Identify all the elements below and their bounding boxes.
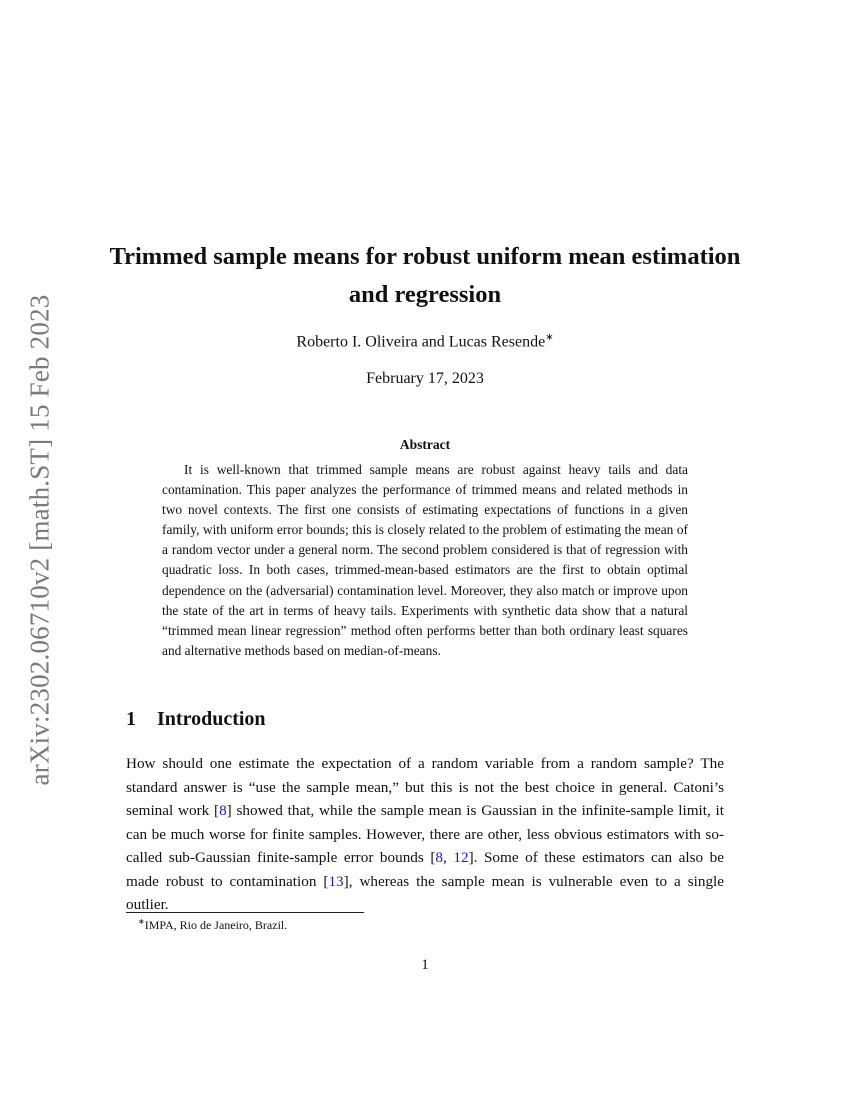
abstract-heading: Abstract: [399, 437, 451, 452]
arxiv-identifier-stamp: arXiv:2302.06710v2 [math.ST] 15 Feb 2023: [24, 294, 55, 786]
author-names: Roberto I. Oliveira and Lucas Resende: [296, 333, 546, 351]
citation-link[interactable]: 12: [453, 849, 469, 866]
page-number: 1: [421, 957, 429, 973]
introduction-paragraph: [126, 752, 724, 917]
paper-title: [0, 238, 850, 314]
intro-text-1: How should one estimate the expectation of a random variable from a random sample? The standard answer is “use the sample mean,” but this is not the best choice in general. Catoni’s seminal work [: [126, 755, 724, 819]
abstract-text: It is well-known that trimmed sample means are robust against heavy tails and data contamination. This paper analyzes the performance of trimmed means and related methods in two novel contexts. The first one consists of estimating expectations of functions in a given family, with uniform error bounds; this is closely related to the problem of estimating the mean of a random vector under a general norm. The second problem considered is that of regression with quadratic loss. In both cases, trimmed-mean-based estimators are the first to obtain optimal dependence on the (adversarial) contamination level. Moreover, they also match or improve upon the state of the art in terms of heavy tails. Experiments with synthetic data show that a natural “trimmed mean linear regression” method often performs better than both ordinary least squares and alternative methods based on median-of-means.: [162, 462, 688, 658]
paper-title-line-1: Trimmed sample means for robust uniform mean estimation: [109, 243, 741, 270]
citation-link[interactable]: 13: [328, 872, 344, 890]
citation-link[interactable]: 8: [435, 849, 444, 866]
author-footnote-mark[interactable]: ∗: [545, 332, 554, 343]
paper-date: February 17, 2023: [366, 370, 484, 387]
intro-text-4: ], whereas the sample mean is vulnerable even to a single outlier.: [126, 872, 725, 913]
author-list: [0, 332, 850, 351]
footnote-mark: ∗: [138, 917, 145, 926]
footnote-divider: [126, 912, 364, 913]
intro-text-3: ]. Some of these estimators can also be made robust to contamination [: [126, 849, 725, 890]
section-number: 1: [126, 708, 136, 730]
paper-title-line-2: and regression: [348, 281, 502, 308]
footnote: [138, 917, 287, 933]
citation-separator: ,: [443, 849, 454, 866]
citation-link[interactable]: 8: [219, 802, 227, 819]
section-title: Introduction: [157, 708, 266, 730]
intro-text-2: ] showed that, while the sample mean is Gaussian in the infinite-sample limit, it can be much worse for finite samples. However, there are other, less obvious estimators with so-called sub-Gaussian finite-sample error bounds [: [126, 802, 724, 866]
footnote-text: IMPA, Rio de Janeiro, Brazil.: [144, 918, 288, 932]
section-heading-introduction: [126, 708, 266, 731]
